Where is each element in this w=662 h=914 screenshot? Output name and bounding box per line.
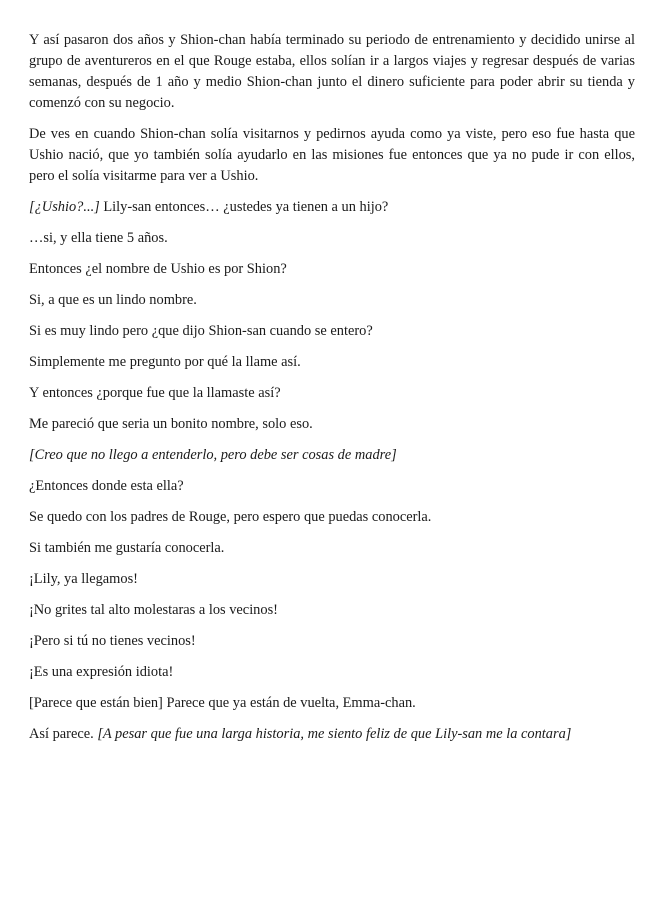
text-run: Simplemente me pregunto por qué la llame así. xyxy=(29,354,301,370)
paragraph xyxy=(29,445,635,466)
text-run: Entonces ¿el nombre de Ushio es por Shion? xyxy=(29,261,287,277)
paragraph xyxy=(29,228,635,249)
text-run: ¡Es una expresión idiota! xyxy=(29,664,174,680)
paragraph xyxy=(29,414,635,435)
text-run: Si, a que es un lindo nombre. xyxy=(29,292,197,308)
paragraph xyxy=(29,352,635,373)
paragraph xyxy=(29,259,635,280)
text-run: Si es muy lindo pero ¿que dijo Shion-san cuando se entero? xyxy=(29,323,373,339)
text-run: [Parece que están bien] Parece que ya están de vuelta, Emma-chan. xyxy=(29,695,416,711)
paragraph xyxy=(29,321,635,342)
text-run: Y entonces ¿porque fue que la llamaste así? xyxy=(29,385,281,401)
text-run: De ves en cuando Shion-chan solía visitarnos y pedirnos ayuda como ya viste, pero eso fue hasta que Ushio nació, que yo también solía ayudarlo en las misiones fue entonces que ya no pude ir con ellos, pero el solía visitarme para ver a Ushio. xyxy=(29,126,635,184)
document-page xyxy=(29,30,635,755)
paragraph xyxy=(29,538,635,559)
paragraph xyxy=(29,197,635,218)
italic-text-run: [A pesar que fue una larga historia, me siento feliz de que Lily-san me la contara] xyxy=(97,726,572,742)
text-run: Se quedo con los padres de Rouge, pero espero que puedas conocerla. xyxy=(29,509,432,525)
paragraph xyxy=(29,124,635,187)
text-run: …si, y ella tiene 5 años. xyxy=(29,230,168,246)
text-run: Y así pasaron dos años y Shion-chan había terminado su periodo de entrenamiento y decidido unirse al grupo de aventureros en el que Rouge estaba, ellos solían ir a largos viajes y regresar después de varias semanas, después de 1 año y medio Shion-chan junto el dinero suficiente para poder abrir su tienda y comenzó con su negocio. xyxy=(29,32,635,111)
paragraph xyxy=(29,30,635,114)
paragraph xyxy=(29,290,635,311)
text-run: ¿Entonces donde esta ella? xyxy=(29,478,184,494)
text-run: Así parece. xyxy=(29,726,98,742)
paragraph xyxy=(29,662,635,683)
paragraph xyxy=(29,383,635,404)
text-run: Me pareció que seria un bonito nombre, solo eso. xyxy=(29,416,313,432)
text-run: ¡No grites tal alto molestaras a los vecinos! xyxy=(29,602,278,618)
paragraph xyxy=(29,631,635,652)
text-run: Si también me gustaría conocerla. xyxy=(29,540,225,556)
paragraph xyxy=(29,600,635,621)
text-run: ¡Lily, ya llegamos! xyxy=(29,571,138,587)
italic-text-run: [Creo que no llego a entenderlo, pero debe ser cosas de madre] xyxy=(29,447,397,463)
text-run: Lily-san entonces… ¿ustedes ya tienen a un hijo? xyxy=(99,199,389,215)
paragraph xyxy=(29,476,635,497)
paragraph xyxy=(29,507,635,528)
text-run: ¡Pero si tú no tienes vecinos! xyxy=(29,633,196,649)
paragraph xyxy=(29,569,635,590)
paragraph xyxy=(29,693,635,714)
paragraph xyxy=(29,724,635,745)
italic-text-run: [¿Ushio?...] xyxy=(29,199,100,215)
